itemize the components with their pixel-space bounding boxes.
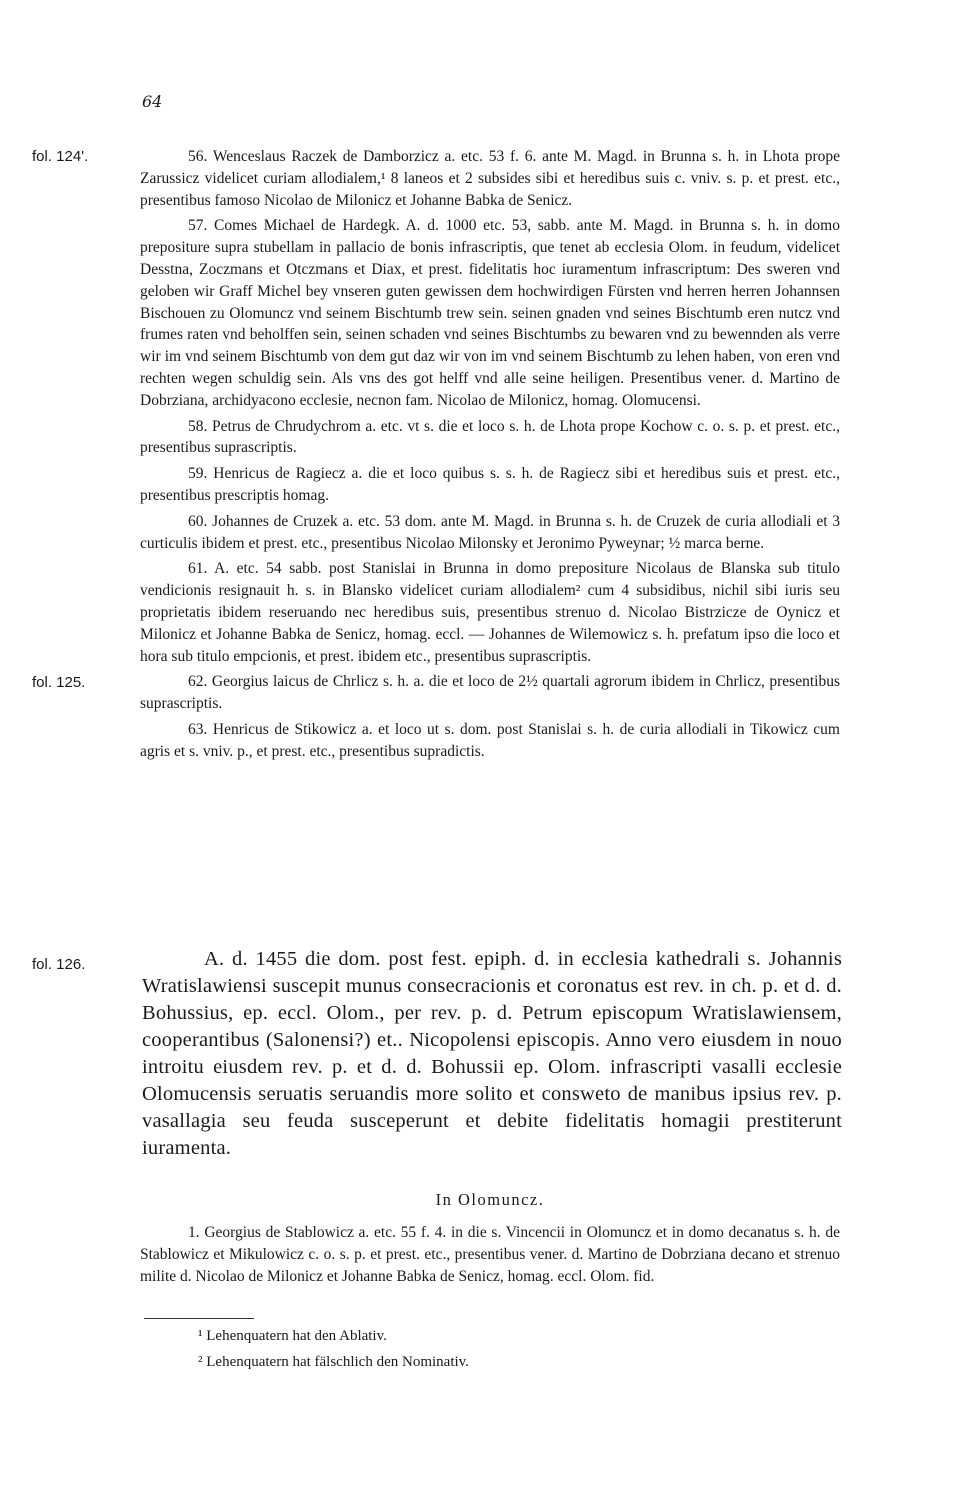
margin-note-fol-125: fol. 125. bbox=[32, 674, 86, 691]
margin-note-fol-126: fol. 126. bbox=[32, 956, 86, 973]
margin-note-fol-124: fol. 124'. bbox=[32, 148, 89, 165]
entry-58: 58. Petrus de Chrudychrom a. etc. vt s. die et loco s. h. de Lhota prope Kochow c. o. s. p. et prest. etc., presentibus suprascriptis. bbox=[140, 417, 840, 457]
entries-block bbox=[140, 146, 840, 763]
entry-59: 59. Henricus de Ragiecz a. die et loco quibus s. s. h. de Ragiecz sibi et heredibus suis et prest. etc., presentibus prescriptis homag. bbox=[140, 465, 840, 504]
final-entry-block bbox=[140, 1222, 840, 1287]
footnotes bbox=[198, 1323, 469, 1375]
entry-63: 63. Henricus de Stikowicz a. et loco ut s. dom. post Stanislai s. h. de curia allodiali in Tikowicz cum agris et s. vniv. p., et prest. etc., presentibus supradictis. bbox=[140, 720, 840, 760]
section-heading: In Olomuncz. bbox=[435, 1190, 545, 1209]
page-number: 64 bbox=[142, 92, 163, 111]
footnote-2: ² Lehenquatern hat fälschlich den Nominativ. bbox=[198, 1354, 469, 1370]
entry-57: 57. Comes Michael de Hardegk. A. d. 1000 etc. 53, sabb. ante M. Magd. in Brunna s. h. in domo prepositure supra stubellam in pallacio de bonis infrascriptis, que tenet ab ecclesia Olom. in feudum, videlicet Desstna, Zoczmans et Otczmans et Diax, et prest. fidelitatis hoc iuramentum infrascriptum: Des sweren vnd geloben wir Graff Michel bey vnseren guten gewissen dem hochwirdigen Fürsten vnd herren herren Johannsen Bischouen zu Olomuncz vnd seinem Bischtumb trew sein. seinen gnaden vnd seines Bischtumb eren nutcz vnd frumes raten vnd beholffen sein, seinen schaden vnd seines Bischtumbs zu bewaren vnd zu bewennden als verre wir im vnd seinem Bischtumb von dem gut daz wir von im vnd seinem Bischtumb zu lehen haben, von eren vnd rechten wegen schuldig sein. Als vns des got helff vnd alle seine heiligen. Presentibus vener. d. Martino de Dobrziana, archidyacono ecclesie, necnon fam. Nicolao de Milonicz, homag. Olomucensi. bbox=[140, 217, 840, 409]
footnote-divider bbox=[144, 1318, 254, 1319]
footnote-1: ¹ Lehenquatern hat den Ablativ. bbox=[198, 1328, 387, 1344]
consecration-paragraph bbox=[142, 946, 842, 1162]
entry-60: 60. Johannes de Cruzek a. etc. 53 dom. ante M. Magd. in Brunna s. h. de Cruzek de curia allodiali et 3 curticulis ibidem et prest. etc., presentibus Nicolao Milonsky et Jeronimo Pyweynar; ½ marca berne. bbox=[140, 512, 840, 552]
entry-61: 61. A. etc. 54 sabb. post Stanislai in Brunna in domo prepositure Nicolaus de Blanska sub titulo vendicionis resignauit h. s. in Blansko videlicet curiam allodialem² cum 4 subsidibus, nichil sibi iuris seu proprietatis ibidem reseruando nec heredibus suis, presentibus strenuo d. Nicolao Bistrzicze de Oynicz et Milonicz et Johanne Babka de Senicz, homag. eccl. — Johannes de Wilemowicz s. h. prefatum ipso die loco et hora sub titulo empcionis, et prest. ibidem etc., presentibus suprascriptis. bbox=[140, 560, 840, 665]
entry-1-olomuncz: 1. Georgius de Stablowicz a. etc. 55 f. 4. in die s. Vincencii in Olomuncz et in domo decanatus s. h. de Stablowicz et Mikulowicz c. o. s. p. et prest. etc., presentibus vener. d. Martino de Dobrziana decano et strenuo milite d. Nicolao de Milonicz et Johanne Babka de Senicz, homag. eccl. Olom. fid. bbox=[140, 1224, 840, 1285]
entry-62: 62. Georgius laicus de Chrlicz s. h. a. die et loco de 2½ quartali agrorum ibidem in Chrlicz, presentibus suprascriptis. bbox=[140, 673, 840, 713]
entry-56: 56. Wenceslaus Raczek de Damborzicz a. etc. 53 f. 6. ante M. Magd. in Brunna s. h. in Lhota prope Zarussicz videlicet curiam allodialem,¹ 8 laneos et 2 subsides sibi et heredibus suis c. vniv. s. p. et prest. etc., presentibus famoso Nicolao de Milonicz et Johanne Babka de Senicz. bbox=[140, 148, 840, 209]
consecration-text: A. d. 1455 die dom. post fest. epiph. d. in ecclesia kathedrali s. Johannis Wratislawiensi suscepit munus consecracionis et coronatus est rev. in ch. p. et d. d. Bohussius, ep. eccl. Olom., per rev. p. d. Petrum episcopum Wratislawiensem, cooperantibus (Salonensi?) et.. Nicopolensi episcopis. Anno vero eiusdem in nouo introitu eiusdem rev. p. et d. d. Bohussii ep. Olom. infrascripti vasalli ecclesie Olomucensis seruatis seruandis more solito et consweto de manibus ipsius rev. p. vasallagia seu feuda susceperunt et debite fidelitatis homagii prestiterunt iuramenta. bbox=[142, 948, 842, 1159]
